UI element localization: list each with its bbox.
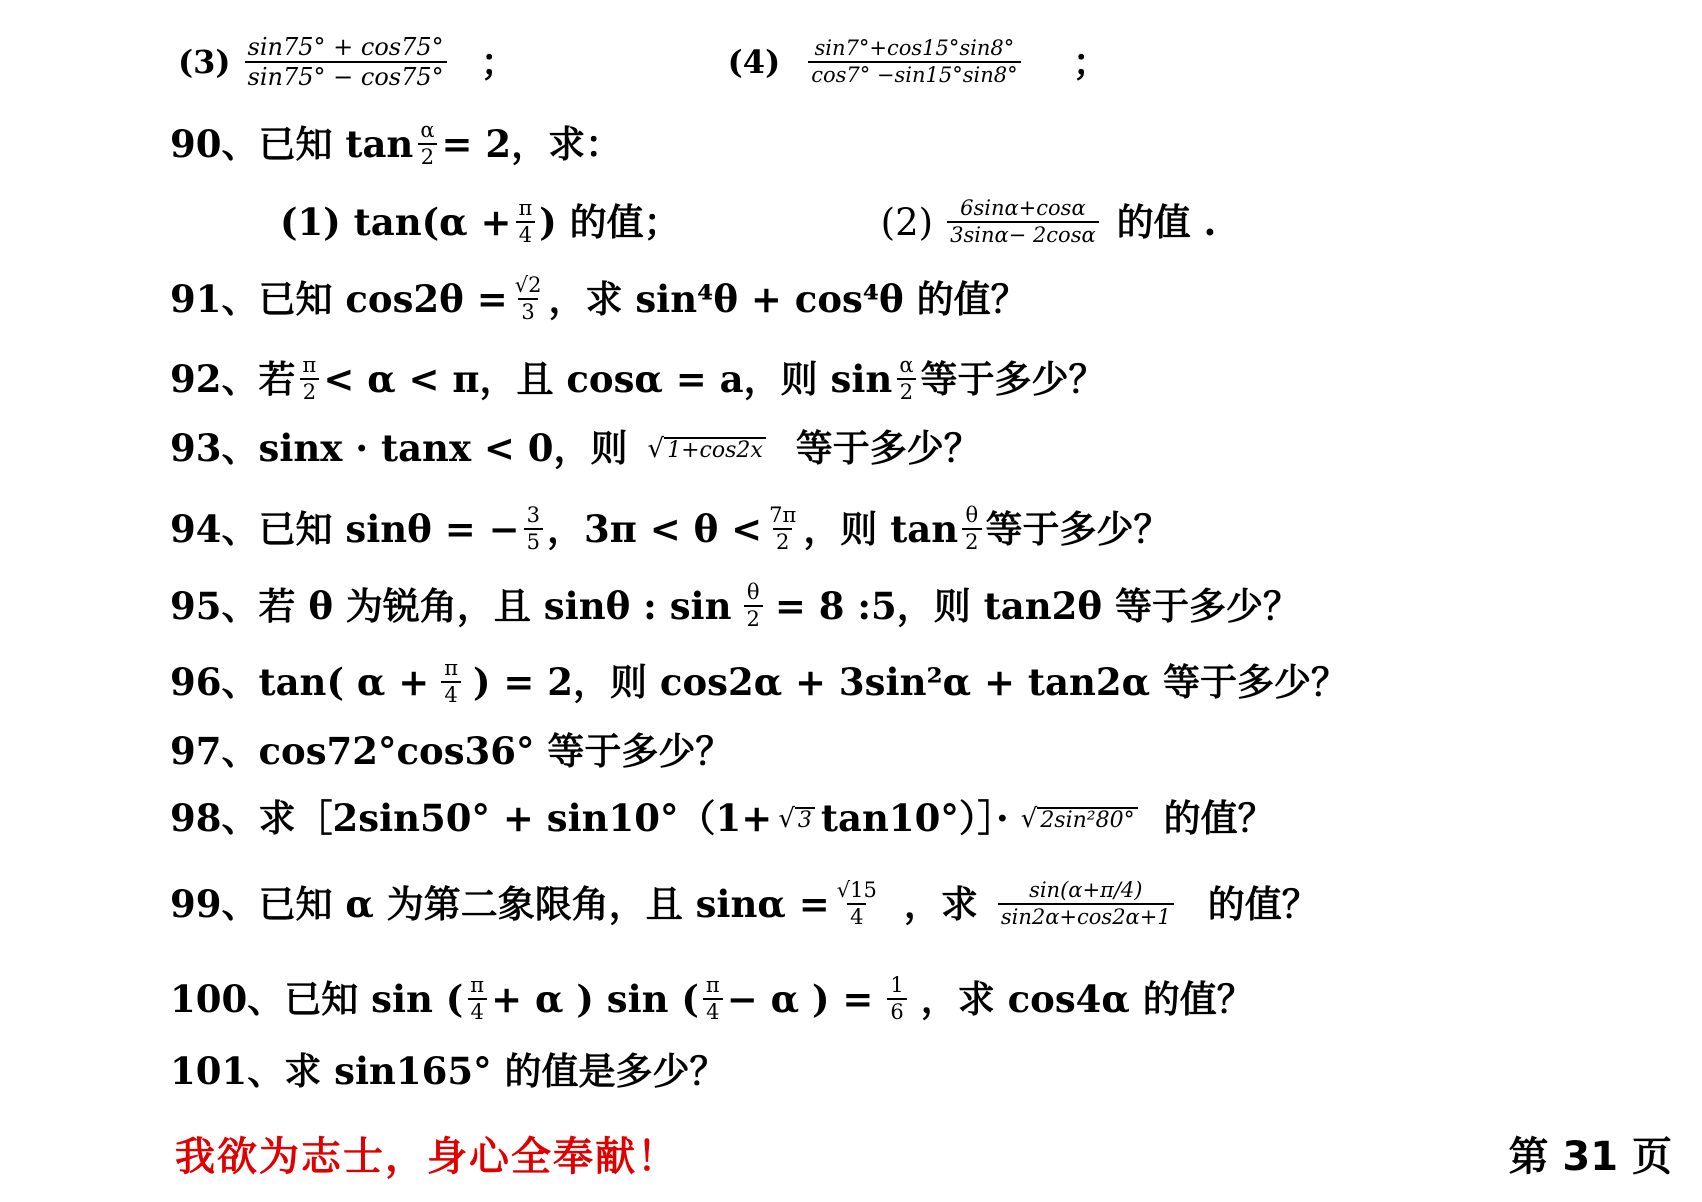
- q90-frac-den: 2: [418, 143, 437, 168]
- q98-radicand-2: 2sin²80°: [1037, 807, 1137, 832]
- q94-den-2: 2: [773, 528, 792, 553]
- q95-line: [170, 582, 1300, 630]
- q90-parts-line: [280, 198, 1216, 246]
- q100-tail: ，求 cos4α 的值？: [920, 976, 1254, 1021]
- q94-lead: 94、已知 sinθ = −: [170, 506, 520, 551]
- q89-3-end: ；: [480, 39, 518, 84]
- q92-lead: 92、若: [170, 356, 296, 401]
- q92-num-1: π: [302, 353, 317, 377]
- q90-part2-den: 3sinα− 2cosα: [947, 221, 1099, 246]
- q98-radicand-1: 3: [795, 807, 815, 832]
- q100-fraction-2: [703, 975, 723, 1023]
- q100-m1: + α ) sin (: [491, 976, 699, 1021]
- q100-num-3: 1: [890, 973, 904, 997]
- sqrt-icon: √: [1020, 803, 1038, 834]
- q96-line: [170, 658, 1348, 706]
- q91-line: [170, 275, 1028, 323]
- q98-lead: 98、求［2sin50° + sin10°（1+: [170, 796, 773, 840]
- q92-fraction-2: [896, 355, 916, 403]
- q100-den-3: 6: [887, 998, 906, 1023]
- q92-tail: 等于多少？: [920, 356, 1106, 401]
- q90-fraction: [417, 120, 437, 168]
- q90-part2-fraction: [947, 198, 1099, 246]
- q100-den-1: 4: [468, 998, 487, 1023]
- q100-fraction-1: [467, 975, 487, 1023]
- q95-num: θ: [746, 580, 760, 604]
- q93-lead: 93、sinx · tanx < 0，则: [170, 426, 628, 470]
- q95-den: 2: [744, 605, 763, 630]
- q99-den-1: 4: [847, 903, 866, 928]
- q90-lead: 90、已知 tan: [170, 121, 414, 166]
- q97-line: [170, 729, 733, 773]
- q91-fraction: [512, 275, 545, 323]
- q94-fraction-2: [766, 505, 799, 553]
- q98-sqrt-1: [778, 803, 815, 834]
- q99-tail: 的值？: [1207, 881, 1319, 926]
- q93-sqrt: [647, 433, 766, 464]
- q96-num: π: [444, 656, 459, 680]
- q91-num: √2: [514, 273, 542, 297]
- q96-tail: ) = 2，则 cos2α + 3sin²α + tan2α 等于多少？: [473, 659, 1348, 704]
- q94-fraction-1: [524, 505, 543, 553]
- q94-num-1: 3: [526, 503, 540, 527]
- q93-tail: 等于多少？: [795, 426, 981, 470]
- sqrt-icon: √: [778, 803, 795, 834]
- q89-4-denominator: cos7° −sin15°sin8°: [808, 61, 1020, 86]
- q92-line: [170, 355, 1106, 403]
- q99-mid: ，求: [903, 881, 978, 926]
- q98-tail: 的值？: [1163, 796, 1275, 840]
- q98-line: [170, 796, 1275, 840]
- q94-num-2: 7π: [769, 503, 797, 527]
- q91-den: 3: [518, 298, 537, 323]
- q96-lead: 96、tan( α +: [170, 659, 430, 704]
- q93-line: [170, 426, 981, 470]
- q92-mid: < α < π，且 cosα = a，则 sin: [323, 356, 893, 401]
- q90-part2-label: (2): [880, 200, 934, 244]
- q93-radicand: 1+cos2x: [664, 437, 766, 462]
- q92-fraction-1: [300, 355, 320, 403]
- q99-num-1: √15: [836, 878, 877, 902]
- q96-fraction: [441, 658, 461, 706]
- q89-3-numerator: sin75° + cos75°: [247, 33, 444, 61]
- q90-line: [170, 120, 622, 168]
- q89-4-label: (4): [727, 43, 781, 81]
- q100-line: [170, 975, 1254, 1023]
- q101-text: 101、求 sin165° 的值是多少？: [170, 1049, 727, 1093]
- page-number: 第 31 页: [1508, 1134, 1672, 1180]
- q101-line: [170, 1049, 727, 1093]
- q100-fraction-3: [887, 975, 906, 1023]
- q94-den-1: 5: [524, 528, 543, 553]
- q94-fraction-3: [962, 505, 981, 553]
- q89-4-fraction: [808, 38, 1020, 86]
- q99-fraction-1: [834, 880, 880, 928]
- q89-4-end: ；: [1072, 39, 1110, 84]
- q98-sqrt-2: [1020, 803, 1138, 834]
- footer-motto: 我欲为志士，身心全奉献！: [175, 1133, 679, 1180]
- q98-mid: tan10°）］·: [820, 796, 1009, 840]
- q90-part1-den: 4: [516, 221, 535, 246]
- q100-num-1: π: [470, 973, 485, 997]
- q99-fraction-2: [998, 880, 1174, 928]
- q90-part1-a: (1) tan(α +: [280, 199, 512, 244]
- q100-num-2: π: [705, 973, 720, 997]
- q94-line: [170, 505, 1171, 553]
- q99-num-2: sin(α+π/4): [1029, 878, 1143, 902]
- q94-num-3: θ: [965, 503, 979, 527]
- q100-lead: 100、已知 sin (: [170, 976, 464, 1021]
- q90-part1-fraction: [515, 198, 535, 246]
- q95-tail: = 8 :5，则 tan2θ 等于多少？: [774, 583, 1300, 628]
- q90-part2-num: 6sinα+cosα: [960, 196, 1086, 220]
- q99-den-2: sin2α+cos2α+1: [998, 903, 1174, 928]
- q92-num-2: α: [899, 353, 914, 377]
- q90-part2-b: 的值 .: [1116, 199, 1217, 244]
- q92-den-1: 2: [300, 378, 319, 403]
- q90-part1-num: π: [518, 196, 533, 220]
- q91-tail: ，求 sin⁴θ + cos⁴θ 的值？: [548, 276, 1028, 321]
- q96-den: 4: [441, 681, 460, 706]
- q97-text: 97、cos72°cos36° 等于多少？: [170, 729, 733, 773]
- q90-part1-b: ) 的值；: [539, 199, 681, 244]
- q89-3-denominator: sin75° − cos75°: [245, 61, 447, 89]
- q91-lead: 91、已知 cos2θ =: [170, 276, 508, 321]
- q92-den-2: 2: [897, 378, 916, 403]
- q100-den-2: 4: [703, 998, 722, 1023]
- q95-fraction: [744, 582, 763, 630]
- q95-lead: 95、若 θ 为锐角，且 sinθ : sin: [170, 583, 732, 628]
- q90-frac-num: α: [420, 118, 435, 142]
- q89-3-label: (3): [178, 43, 231, 81]
- q94-tail: 等于多少？: [985, 506, 1171, 551]
- q99-line: [170, 880, 1319, 928]
- sqrt-icon: √: [647, 433, 665, 464]
- q100-m2: − α ) =: [726, 976, 874, 1021]
- q99-lead: 99、已知 α 为第二象限角，且 sinα =: [170, 881, 830, 926]
- q94-den-3: 2: [962, 528, 981, 553]
- q89-line: [178, 35, 1110, 89]
- q94-mid2: ，则 tan: [803, 506, 959, 551]
- q89-3-fraction: [245, 35, 447, 89]
- q89-4-numerator: sin7°+cos15°sin8°: [814, 36, 1015, 60]
- q94-mid: ，3π < θ <: [546, 506, 763, 551]
- q90-tail: = 2，求：: [441, 121, 623, 166]
